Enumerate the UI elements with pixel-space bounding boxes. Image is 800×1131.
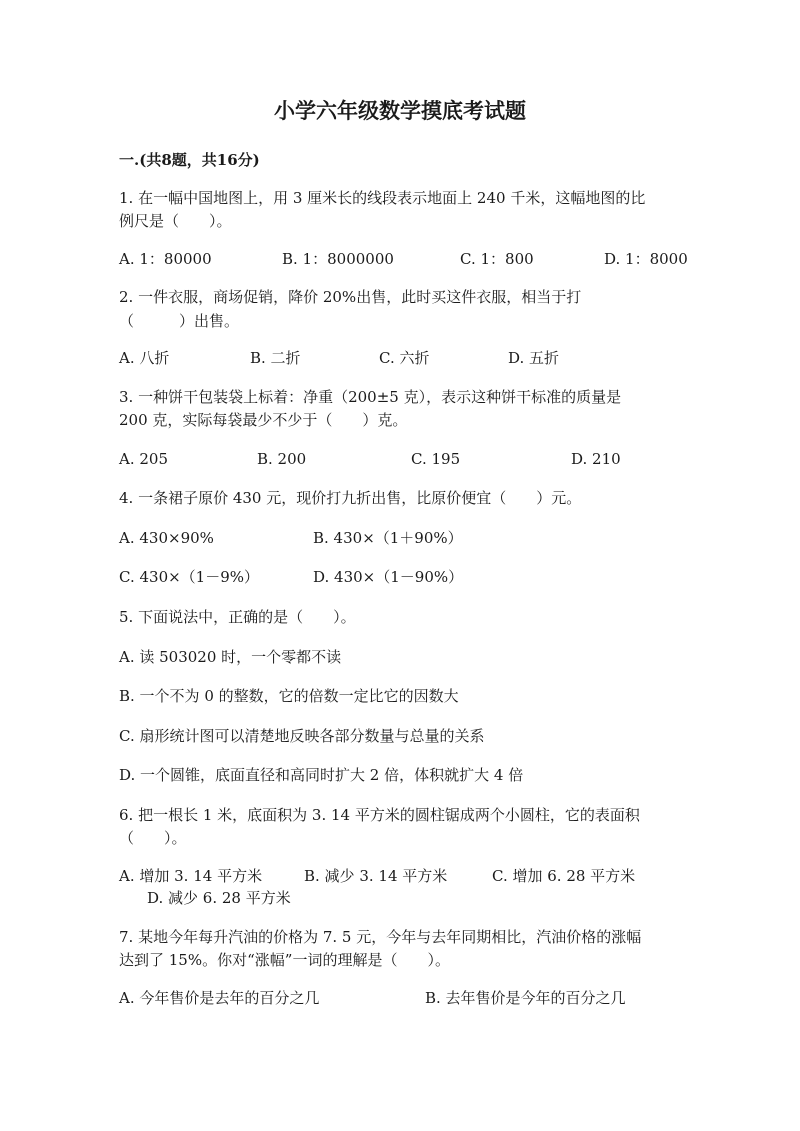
question-text: 200 克，实际每袋最少不少于（ ）克。 [119, 411, 408, 429]
question-text: 5. 下面说法中，正确的是（ ）。 [119, 608, 356, 626]
option-a: A. 八折 [119, 349, 170, 367]
question-text: 2. 一件衣服，商场促销，降价 20%出售，此时买这件衣服，相当于打 [119, 288, 582, 306]
option-b: B. 二折 [250, 349, 301, 367]
option-a: A. 205 [119, 450, 168, 468]
section-heading: 一.(共8题，共16分) [119, 151, 260, 169]
option-d: D. 五折 [508, 349, 560, 367]
option-b: B. 减少 3. 14 平方米 [304, 867, 448, 885]
option-c: C. 六折 [379, 349, 430, 367]
option-b: B. 430×（1＋90%） [313, 529, 463, 547]
question-text: 例尺是（ ）。 [119, 212, 232, 230]
option-a: A. 增加 3. 14 平方米 [119, 867, 263, 885]
option-a: A. 430×90% [119, 529, 214, 547]
page-title: 小学六年级数学摸底考试题 [274, 98, 526, 123]
question-text: 7. 某地今年每升汽油的价格为 7. 5 元，今年与去年同期相比，汽油价格的涨幅 [119, 928, 642, 946]
question-text: （ ）出售。 [119, 312, 240, 330]
option-a: A. 1：80000 [119, 250, 212, 268]
option-d: D. 一个圆锥，底面直径和高同时扩大 2 倍，体积就扩大 4 倍 [119, 766, 524, 784]
option-c: C. 195 [411, 450, 461, 468]
option-c: C. 1：800 [460, 250, 534, 268]
question-text: 3. 一种饼干包装袋上标着：净重（200±5 克），表示这种饼干标准的质量是 [119, 388, 622, 406]
question-text: （ ）。 [119, 829, 187, 847]
option-d: D. 1：8000 [604, 250, 688, 268]
option-c: C. 扇形统计图可以清楚地反映各部分数量与总量的关系 [119, 727, 485, 745]
option-c: C. 430×（1－9%） [119, 568, 260, 586]
option-d: D. 减少 6. 28 平方米 [147, 889, 291, 907]
question-text: 1. 在一幅中国地图上，用 3 厘米长的线段表示地面上 240 千米，这幅地图的比 [119, 189, 646, 207]
option-b: B. 200 [257, 450, 307, 468]
question-text: 4. 一条裙子原价 430 元，现价打九折出售，比原价便宜（ ）元。 [119, 489, 582, 507]
question-text: 达到了 15%。你对“涨幅”一词的理解是（ ）。 [119, 951, 450, 969]
option-a: A. 读 503020 时，一个零都不读 [119, 648, 342, 666]
option-b: B. 去年售价是今年的百分之几 [425, 989, 626, 1007]
option-b: B. 一个不为 0 的整数，它的倍数一定比它的因数大 [119, 687, 459, 705]
question-text: 6. 把一根长 1 米，底面积为 3. 14 平方米的圆柱锯成两个小圆柱，它的表面积 [119, 806, 640, 824]
option-a: A. 今年售价是去年的百分之几 [119, 989, 320, 1007]
option-d: D. 430×（1－90%） [313, 568, 464, 586]
option-b: B. 1：8000000 [282, 250, 394, 268]
option-d: D. 210 [571, 450, 621, 468]
option-c: C. 增加 6. 28 平方米 [492, 867, 636, 885]
